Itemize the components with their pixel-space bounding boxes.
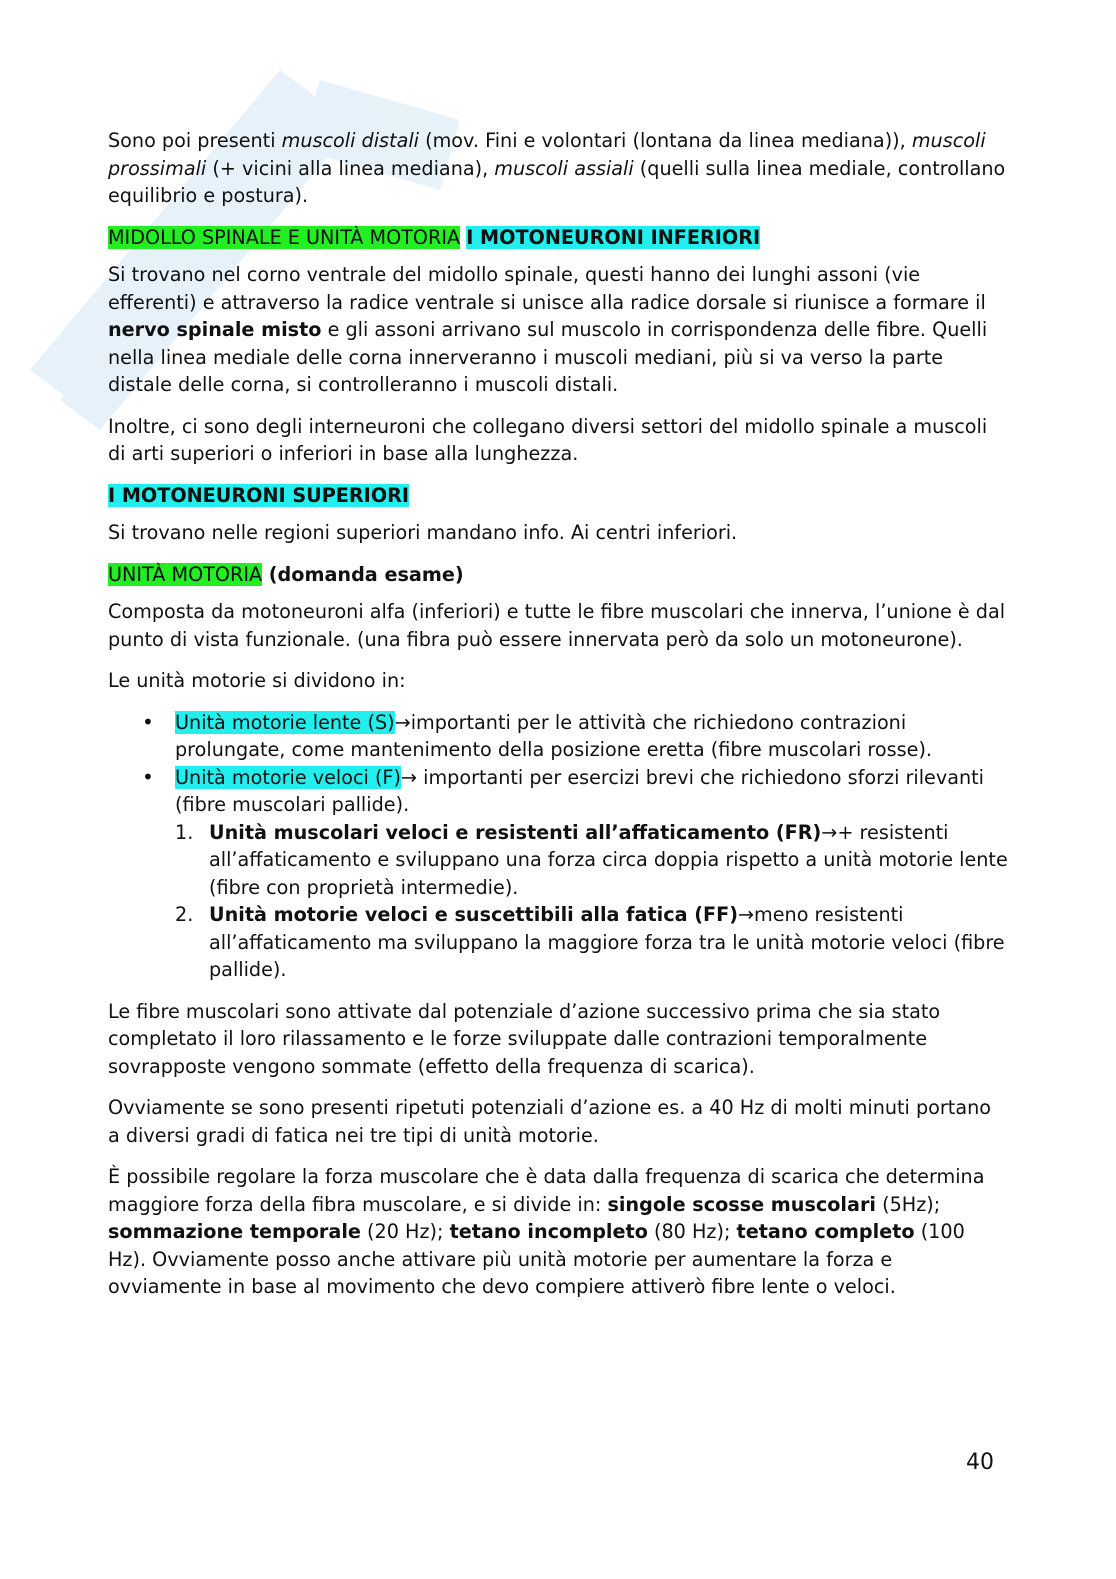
list-item: • Unità motorie lente (S)→importanti per le attività che richiedono contrazioni prolungate, come mantenimento della posizione eretta (fibre muscolari rosse). — [142, 709, 933, 761]
paragraph-composta: Composta da motoneuroni alfa (inferiori) e tutte le fibre muscolari che innerva, l’unione è dal punto di vista funzionale. (una fibra può essere innervata però da solo un motoneurone). — [108, 600, 1006, 651]
heading-motoneuroni-inferiori: I MOTONEURONI INFERIORI — [466, 225, 761, 249]
unit-types-list — [108, 709, 1008, 984]
heading-unita-motoria-line — [108, 561, 464, 589]
paragraph-interneuroni: Inoltre, ci sono degli interneuroni che collegano diversi settori del midollo spinale a muscoli di arti superiori o inferiori in base alla lunghezza. — [108, 414, 988, 465]
heading-motoneuroni-superiori: I MOTONEURONI SUPERIORI — [108, 483, 410, 507]
paragraph-dividono: Le unità motorie si dividono in: — [108, 669, 406, 692]
list-item: • Unità motorie veloci (F)→ importanti per esercizi brevi che richiedono sforzi rilevanti (fibre muscolari pallide). 1. Unità muscolari veloci e resistenti all’affaticamento (FR)→+ resistenti all’affaticamento e sviluppano una forza circa doppia rispetto a unità motorie lente (fibre con proprietà intermedie). 2. Unità motorie veloci e suscettibili alla fatica (FF)→meno resistenti all’affaticamento ma sviluppano la maggiore forza tra le unità motorie veloci (fibre pallide). — [175, 764, 1008, 984]
paragraph-superiori: Si trovano nelle regioni superiori mandano info. Ai centri inferiori. — [108, 521, 738, 544]
page-number: 40 — [966, 1450, 994, 1475]
document-page — [108, 127, 1008, 1315]
bullet-icon: • — [142, 764, 154, 789]
paragraph-inferiori: Si trovano nel corno ventrale del midollo spinale, questi hanno dei lunghi assoni (vie efferenti) e attraverso la radice ventrale si unisce alla radice dorsale si riunisce a formare il nervo spinale misto e gli assoni arrivano sul muscolo in corrispondenza delle fibre. Quelli nella linea mediale delle corna innerveranno i muscoli mediani, più si va verso la parte distale delle corna, si controlleranno i muscoli distali. — [108, 263, 988, 396]
paragraph-fibre-attivate: Le fibre muscolari sono attivate dal potenziale d’azione successivo prima che sia stato completato il loro rilassamento e le forze sviluppate dalle contrazioni temporalmente sovrapposte vengono sommate (effetto della frequenza di scarica). — [108, 999, 941, 1078]
list-item: 2. Unità motorie veloci e suscettibili alla fatica (FF)→meno resistenti all’affaticamento ma sviluppano la maggiore forza tra le unità motorie veloci (fibre pallide). — [175, 903, 1005, 981]
bullet-icon: • — [142, 709, 154, 734]
heading-unita-note: (domanda esame) — [262, 562, 464, 586]
intro-paragraph: Sono poi presenti muscoli distali (mov. Fini e volontari (lontana da linea mediana)), muscoli prossimali (+ vicini alla linea mediana), muscoli assiali (quelli sulla linea mediale, controllano equilibrio e postura). — [108, 129, 1006, 207]
heading-unita-motoria: UNITÀ MOTORIA — [108, 562, 263, 586]
paragraph-forza: È possibile regolare la forza muscolare che è data dalla frequenza di scarica che determina maggiore forza della fibra muscolare, e si divide in: singole scosse muscolari (5Hz); sommazione temporale (20 Hz); tetano incompleto (80 Hz); tetano completo (100 Hz). Ovviamente posso anche attivare più unità motorie per aumentare la forza e ovviamente in base al movimento che devo compiere attiverò fibre lente o veloci. — [108, 1165, 985, 1298]
paragraph-fatica: Ovviamente se sono presenti ripetuti potenziali d’azione es. a 40 Hz di molti minuti portano a diversi gradi di fatica nei tre tipi di unità motorie. — [108, 1096, 991, 1147]
list-item: 1. Unità muscolari veloci e resistenti all’affaticamento (FR)→+ resistenti all’affaticamento e sviluppano una forza circa doppia rispetto a unità motorie lente (fibre con proprietà intermedie). — [175, 820, 1008, 899]
heading-midollo-spinale: MIDOLLO SPINALE E UNITÀ MOTORIA — [108, 225, 461, 249]
fast-units-sublist — [175, 819, 1008, 984]
